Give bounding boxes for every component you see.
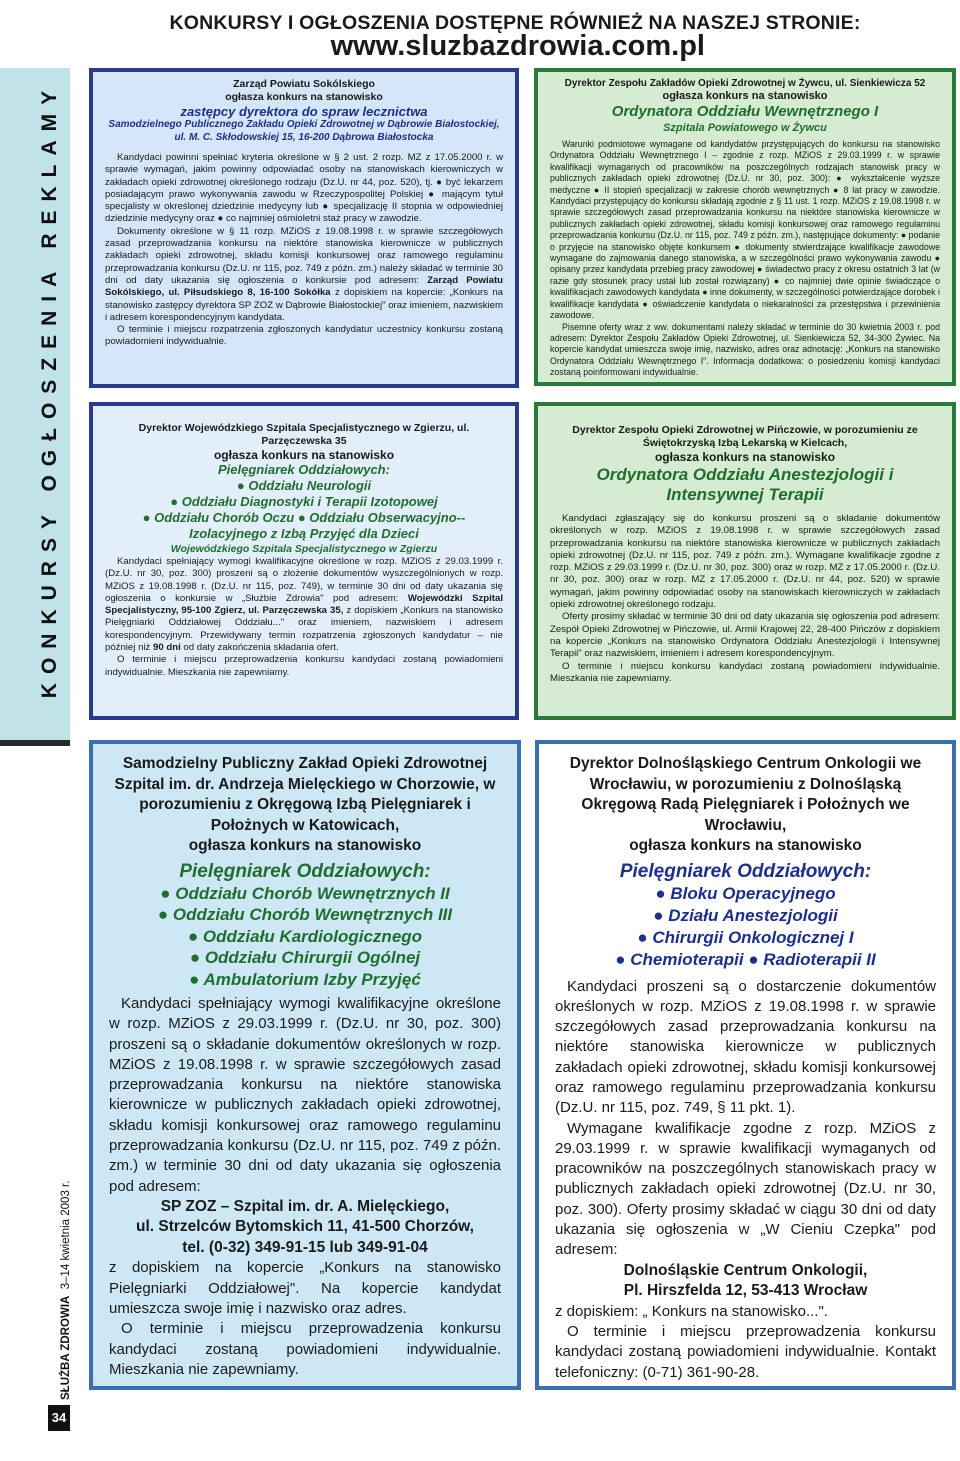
ad-paragraph-text: Dokumenty określone w § 11 rozp. MZiOS z 19.08.1998 r. w sprawie szczegółowych zasad przeprowadzania konkursu na niektóre stanowiska kierownicze w publicznych zakładach opieki zdrowotnej, składu komisji konkursowej oraz ramowego regulaminu przeprowadzania konkursu (Dz.U. nr 115, poz. 749 z późn. zm.) należy składać w terminie 30 dni od daty ukazania się ogłoszenia o konkursie pod adresem: [105,225,503,286]
ad-paragraph: Wymagane kwalifikacje zgodne z rozp. MZiOS z 29.03.1999 r. w sprawie kwalifikacji wymaganych od pracowników na poszczególnych stanowiskach pracy w publicznych zakładach opieki zdrowotnej (Dz.U. nr 30, poz. 300). Oferty prosimy składać w ciągu 30 dni od daty ukazania się ogłoszenia w „W Cieniu Czepka" pod adresem: [555,1119,936,1259]
ad-announces: ogłasza konkurs na stanowisko [188,837,422,854]
ad-unit: ● Oddziału Diagnostyki i Terapii Izotopowej [170,494,438,509]
ad-unit: ● Oddziału Chorób Wewnętrznych II [160,883,450,903]
ad-address: Wojewódzki Szpital Specjalistyczny, 95-100 Zgierz, ul. Parzęczewska 35, [105,592,504,617]
ad-pinczow [534,402,956,720]
ad-address: ul. Strzelców Bytomskich 11, 41-500 Chorzów, [136,1218,474,1236]
ad-position: Pielęgniarek Oddziałowych: [218,462,390,477]
ad-paragraph: O terminie i miejscu konkursu kandydaci zostaną powiadomieni indywidualnie. Mieszkania nie zapewniamy. [550,660,940,684]
ad-paragraph: Kandydaci powinni spełniać kryteria określone w § 2 ust. 2 rozp. MZ z 17.05.2000 r. w sprawie wymagań, jakim powinny odpowiadać osoby na stanowiskach kierowniczych w zakładach opieki zdrowotnej określonego rodzaju (Dz.U. nr 44, poz. 520), tj. ● być lekarzem posiadającym prawo wykonywania zawodu w Rzeczypospolitej Polskiej ● mającym tytuł specjalisty w określonej dziedzinie medycyny lub ● specjalizację II stopnia w odpowiedniej dziedzinie medycyny oraz ● co najmniej ośmioletni staż pracy w zawodzie. [105,152,503,225]
ad-announces: ogłasza konkurs na stanowisko [662,90,828,102]
ad-address: SP ZOZ – Szpital im. dr. A. Mielęckiego, [160,1197,450,1215]
ad-org: Dyrektor Dolnośląskiego Centrum Onkologii we Wrocławiu, w porozumieniu z Dolnośląską Okręgową Radą Pielęgniarek i Położnych we Wrocławiu, [569,755,922,834]
ad-unit: Samodzielnego Publicznego Zakładu Opieki Zdrowotnej w Dąbrowie Białostockiej, ul. M. C. Skłodowskiej 15, 16-200 Dąbrowa Białostocka [108,119,500,143]
ad-paragraph [105,556,503,654]
sidebar [0,0,70,1461]
ad-paragraph: z dopiskiem na kopercie „Konkurs na stanowisko Pielęgniarki Oddziałowej". Na kopercie kandydat umieszcza swoje imię i nazwisko oraz adres. [109,1259,501,1318]
ad-address: Dolnośląskie Centrum Onkologii, [623,1261,868,1279]
ad-position: Pielęgniarek Oddziałowych: [619,860,872,882]
ad-unit: ● Działu Anestezjologii [653,905,838,925]
ad-paragraph [105,226,503,324]
ad-unit: ● Ambulatorium Izby Przyjęć [189,969,421,989]
ad-paragraph: O terminie i miejscu przeprowadzenia konkursu kandydaci zostaną powiadomieni indywidualnie. Mieszkania nie zapewniamy. [109,1320,501,1378]
ad-announces: ogłasza konkurs na stanowisko [213,448,395,462]
header-title: KONKURSY I OGŁOSZENIA DOSTĘPNE RÓWNIEŻ NA NASZEJ STRONIE: [169,12,861,34]
ad-org: Zarząd Powiatu Sokólskiego [233,78,375,90]
ad-address: Pl. Hirszfelda 12, 53-413 Wrocław [623,1282,868,1300]
ad-address: Zarząd Powiatu Sokólskiego, ul. Piłsudskiego 8, 16-100 Sokółka [105,274,503,299]
ad-position: Ordynatora Oddziału Anestezjologii i Intensywnej Terapii [596,465,894,504]
ad-chorzow [89,740,521,1390]
ad-paragraph-text: z dopiskiem na kopercie: „Konkurs na stanowisko zastępcy dyrektora SP ZOZ w Dąbrowie Białostockiej" oraz imieniem, nazwiskiem i adresem korespondencyjnym kandydata. [105,287,504,323]
ad-hospital: Szpitala Powiatowego w Żywcu [663,122,827,134]
ad-unit: ● Oddziału Chorób Wewnętrznych III [157,905,453,924]
ad-paragraph: z dopiskiem: „ Konkurs na stanowisko...". [555,1302,828,1320]
ad-address: tel. (0-32) 349-91-15 lub 349-91-04 [182,1238,428,1256]
ad-zgierz [89,402,519,720]
ad-org: Dyrektor Zespołu Zakładów Opieki Zdrowotnej w Żywcu, ul. Sienkiewicza 52 [564,78,926,89]
ad-paragraph: Kandydaci spełniający wymogi kwalifikacyjne określone w rozp. MZiOS z 29.03.1999 r. (Dz.U. nr 30, poz. 300) proszeni są o składanie dokumentów określonych w rozp. MZiOS z 19.08.1998 r. w sprawie szczegółowych zasad przeprowadzania konkursu na niektóre stanowiska kierownicze w publicznych zakładach opieki zdrowotnej, składu komisji konkursowej oraz ramowego regulaminu przeprowadzania konkursu (Dz.U. nr 115, poz. 749 z późn. zm.) w terminie 30 dni od daty ukazania się ogłoszenia pod adresem: [109,995,501,1195]
ad-paragraph: Pisemne oferty wraz z ww. dokumentami należy składać w terminie do 30 kwietnia 2003 r. pod adresem: Dyrektor Zespołu Zakładów Opieki Zdrowotnej, ul. Sienkiewicza 52, 34-300 Żywiec. Na kopercie kandydat umieszcza swoje imię, nazwisko, adres oraz adnotację: „Konkurs na stanowisko Ordynatora Oddziału Wewnętrznego I". Informacja dodatkowa: o posiedzeniu komisji kandydaci zostaną poinformowani indywidualnie. [550,321,940,378]
ad-position: zastępcy dyrektora do spraw lecznictwa [180,104,428,119]
issue-date: 3–14 kwietnia 2003 r. [60,1180,72,1290]
ad-org: Dyrektor Zespołu Opieki Zdrowotnej w Pińczowie, w porozumieniu ze Świętokrzyską Izbą Lekarską w Kielcach, [572,424,918,449]
ad-unit: ● Oddziału Kardiologicznego [187,926,423,946]
page-number: 34 [48,1405,70,1431]
ad-unit: ● Oddziału Chirurgii Ogólnej [189,948,421,967]
ad-hospital: Wojewódzkiego Szpitala Specjalistycznego w Zgierzu [170,543,438,555]
ad-deadline: 90 dni [153,642,181,654]
ad-announces: ogłasza konkurs na stanowisko [629,837,862,854]
ad-unit: ● Oddziału Neurologii [236,478,372,493]
ad-position: Pielęgniarek Oddziałowych: [179,860,431,882]
issue-info [60,1100,72,1400]
ad-paragraph-text: z dopiskiem „Konkurs na stanowisko Pielęgniarki Oddziałowej Oddziału..." oraz imieniem, nazwiskiem i adresem korespondencyjnym. Przewidywany termin rozpatrzenia zgłoszonych kandydatur – nie później niż [105,605,503,654]
ad-position: Ordynatora Oddziału Wewnętrznego I [611,103,879,120]
section-label: KONKURSY OGŁOSZENIA REKLAMY [38,81,61,699]
ad-paragraph: Oferty prosimy składać w terminie 30 dni od daty ukazania się ogłoszenia pod adresem: Zespół Opieki Zdrowotnej w Pińczowie, ul. Armii Krajowej 22, 28-400 Pińczów z dopiskiem na kopercie „Konkurs na stanowisko Ordynatora Oddziału Anestezjologii i Intensywnej Terapii" oraz nazwiskiem, imieniem i adresem korespondencyjnym. [550,611,940,660]
ad-org: Dyrektor Wojewódzkiego Szpitala Specjalistycznego w Zgierzu, ul. Parzęczewska 35 [138,422,470,447]
ad-paragraph: O terminie i miejscu przeprowadzenia konkursu kandydaci zostaną powiadomieni indywidualnie. Kontakt telefoniczny: (0-71) 361-90-28. [555,1322,936,1381]
ad-paragraph-text: od daty zakończenia składania ofert. [183,642,339,654]
ad-paragraph-text: Kandydaci spełniający wymogi kwalifikacyjne określone w rozp. MZiOS z 29.03.1999 r. (Dz.U. nr 30, poz. 300) proszeni są o złożenie dokumentów wyszczególnionych w rozp. MZiOS z 19.08.1998 r. (Dz.U. nr 115, poz. 749), w terminie 30 dni od daty ukazania się ogłoszenia o konkursie w „Służbie Zdrowia" pod adresem: [105,556,503,604]
ad-paragraph: O terminie i miejscu przeprowadzenia konkursu kandydaci zostaną powiadomieni indywidualnie. Mieszkania nie zapewniamy. [105,654,503,678]
ad-sokolka [89,68,519,388]
ad-wroclaw [535,740,956,1390]
ad-paragraph: Warunki podmiotowe wymagane od kandydatów przystępujących do konkursu na stanowisko Ordynatora Oddziału Wewnętrznego I – zgodnie z rozp. MZiOS z 29.03.1999 r. w sprawie kwalifikacji wymaganych od pracowników na poszczególnych rodzajach stanowisk pracy w publicznych zakładach opieki zdrowotnej (Dz.U. nr 30, poz. 300): ● wykształcenie wyższe medyczne ● II stopień specjalizacji w zakresie chorób wewnętrznych ● 8 lat pracy w zawodzie. Kandydaci przystępujący do konkursu składają zgodnie z § 11 ust. 1 rozp. MZiOS z 19.08.1998 r. w sprawie szczegółowych zasad przeprowadzania konkursu na niektóre stanowiska kierownicze w publicznych zakładach opieki zdrowotnej, składu komisji konkursowej oraz ramowego regulaminu przeprowadzania konkursu (Dz.U. nr 115, poz. 749 z późn. zm.), następujące dokumenty: ● podanie o przyjęcie na stanowisko objęte konkursem ● dokumenty stwierdzające kwalifikacje zawodowe wymagane do zajmowania danego stanowiska, a w szczególności prawo wykonywania zawodu ● opisany przez kandydata przebieg pracy zawodowej ● świadectwo pracy z okresu ostatnich 3 lat (w razie gdy stosunek pracy ustał lub został rozwiązany) ● co najmniej dwie opinie świadczące o kwalifikacjach zawodowych kandydata ● inne dokumenty, w szczególności potwierdzające dorobek i kwalifikacje kandydata ● oświadczenie kandydata o niekaralności za przestępstwa i przewinienia zawodowe. [550,139,940,321]
ad-org: Samodzielny Publiczny Zakład Opieki Zdrowotnej Szpital im. dr. Andrzeja Mielęckiego w Chorzowie, w porozumieniu z Okręgową Izbą Pielęgniarek i Położnych w Katowicach, [114,755,496,834]
ad-paragraph: O terminie i miejscu rozpatrzenia zgłoszonych kandydatur uczestnicy konkursu zostaną powiadomieni indywidualnie. [105,324,503,348]
ad-paragraph: Kandydaci zgłaszający się do konkursu proszeni są o składanie dokumentów określonych w rozp. MZiOS z 19.08.1998 r. w sprawie szczegółowych zasad przeprowadzania konkursu na niektóre stanowiska kierownicze w publicznych zakładach opieki zdrowotnej (Dz.U. nr 115, poz. 749 z późn. zm.). Wymagane kwalifikacje zgodne z rozp. MZiOS z 29.03.1999 r. (Dz.U. nr 30, poz. 300) oraz w rozp. MZ z 17.05.2000 r. (Dz.U. nr 30, poz. 300) oraz w rozp. MZ z 17.05.2000 r. (Dz.U. nr 44, poz. 520) w sprawie wymagań, jakim powinny odpowiadać osoby na stanowiskach kierowniczych w zakładach opieki zdrowotnej określonego rodzaju. [550,513,940,611]
ad-unit: ● Chirurgii Onkologicznej I [637,927,854,947]
ad-zywiec [534,68,956,386]
ad-paragraph: Kandydaci proszeni są o dostarczenie dokumentów określonych w rozp. MZiOS z 19.08.1998 r. w sprawie szczegółowych zasad przeprowadzania konkursu na niektóre stanowiska kierownicze w publicznych zakładach opieki zdrowotnej, składu komisji konkursowej oraz ramowego regulaminu przeprowadzania konkursu (Dz.U. nr 115, poz. 749, § 11 pkt. 1). [555,977,936,1117]
header-url[interactable]: www.sluzbazdrowia.com.pl [330,30,705,62]
ad-unit: ● Chemioterapii ● Radioterapii II [615,949,876,969]
ad-unit: ● Bloku Operacyjnego [655,883,836,903]
publication-name: SŁUŻBA ZDROWIA [60,1295,72,1400]
ad-announces: ogłasza konkurs na stanowisko [225,91,383,103]
ad-unit: ● Oddziału Chorób Oczu ● Oddziału Obserwacyjno--Izolacyjnego z Izbą Przyjęć dla Dzieci [142,510,466,541]
ad-announces: ogłasza konkurs na stanowisko [654,450,836,464]
